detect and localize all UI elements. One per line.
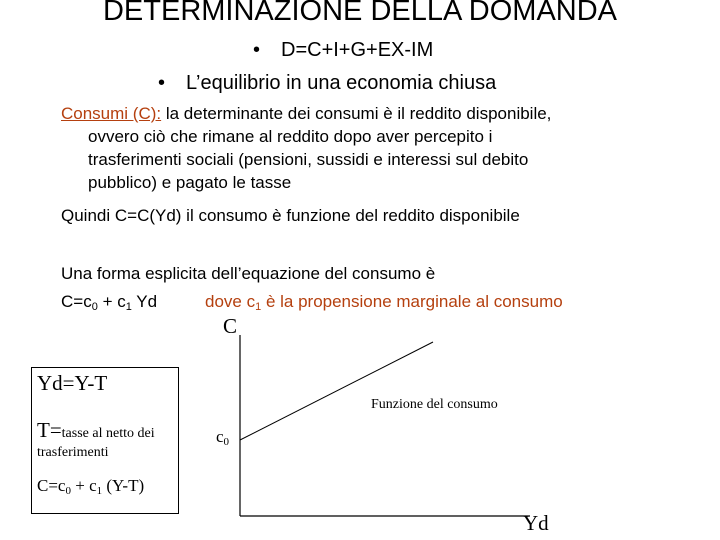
quindi-line: Quindi C=C(Yd) il consumo è funzione del reddito disponibile <box>61 206 520 225</box>
box-t-text: tasse al netto dei <box>61 426 155 441</box>
bullet-icon: • <box>158 72 166 94</box>
line-label: Funzione del consumo <box>371 397 498 412</box>
forma-line: Una forma esplicita dell’equazione del consumo è <box>61 264 436 283</box>
box-t-text-2: trasferimenti <box>37 445 109 460</box>
eq-text: C=c <box>37 476 66 495</box>
box-yd: Yd=Y-T <box>37 371 108 395</box>
intercept-label <box>216 427 229 447</box>
mpc-text: è la propensione marginale al consumo <box>261 292 563 311</box>
consumi-line-3: trasferimenti sociali (pensioni, sussidi e interessi sul debito <box>88 150 529 169</box>
box-t-prefix: T= <box>37 418 62 442</box>
bullet-text: D=C+I+G+EX-IM <box>281 39 434 61</box>
consumi-label: Consumi (C): <box>61 104 162 123</box>
eq-text: C=c <box>61 292 92 311</box>
eq-text: (Y-T) <box>102 476 145 495</box>
x-axis-label: Yd <box>523 511 549 535</box>
consumi-line-2: ovvero ciò che rimane al reddito dopo aver percepito i <box>88 127 493 146</box>
eq-text: Yd <box>131 292 158 311</box>
page-title: DETERMINAZIONE DELLA DOMANDA <box>102 0 618 27</box>
eq-subscript: 1 <box>96 485 103 497</box>
consumption-function-line <box>240 342 433 440</box>
eq-text: + c <box>97 292 126 311</box>
mpc-subscript: 1 <box>255 301 262 313</box>
bullet-text: L’equilibrio in una economia chiusa <box>186 72 497 94</box>
y-axis-label: C <box>223 314 238 338</box>
bullet-icon: • <box>253 39 261 61</box>
eq-subscript: 1 <box>125 301 132 313</box>
eq-subscript: 0 <box>65 485 71 497</box>
eq-text: + c <box>70 476 97 495</box>
consumi-line-4: pubblico) e pagato le tasse <box>88 173 292 192</box>
consumi-text: la determinante dei consumi è il reddito disponibile, <box>161 104 552 123</box>
intercept-subscript: 0 <box>223 436 230 448</box>
mpc-text: dove c <box>205 292 256 311</box>
eq-subscript: 0 <box>91 301 98 313</box>
intercept-text: c <box>216 427 224 446</box>
